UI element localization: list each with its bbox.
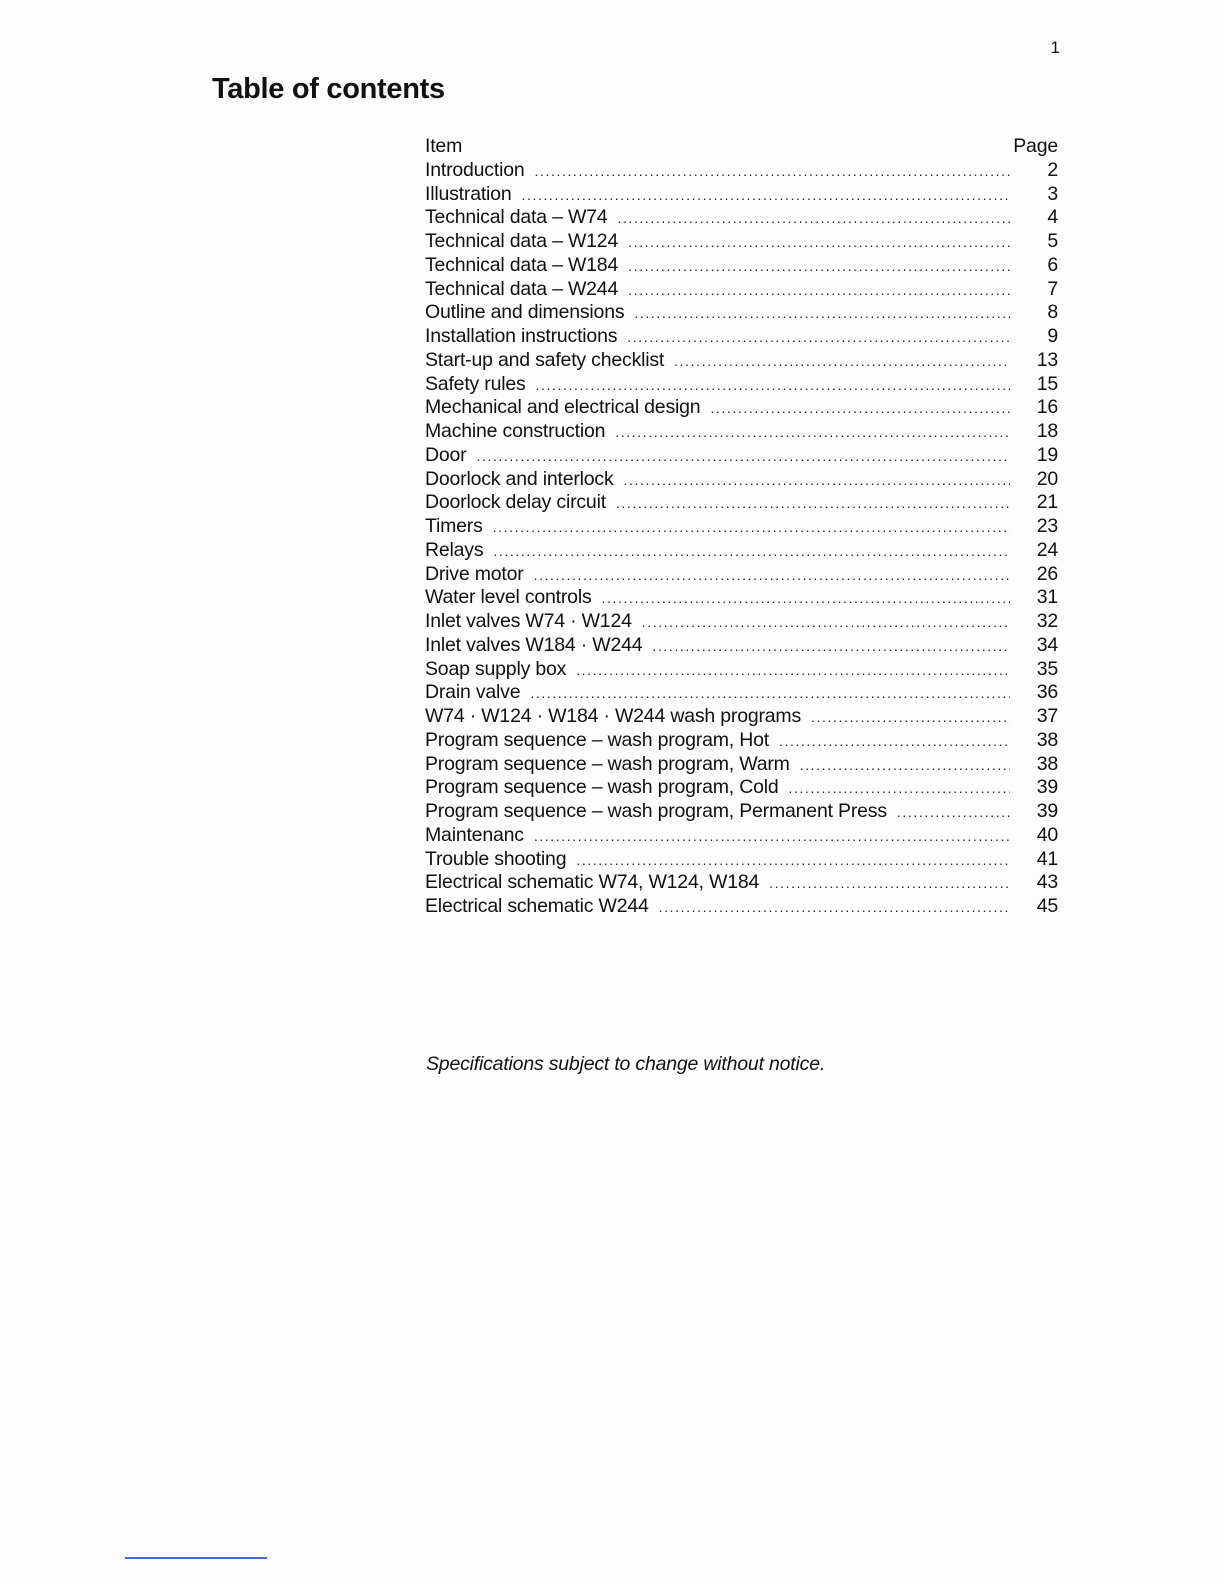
- toc-entry: [425, 373, 1058, 397]
- toc-entry-page: 7: [1047, 277, 1058, 300]
- toc-dot-leader: [530, 685, 1010, 701]
- toc-entry-label: Introduction: [425, 158, 525, 181]
- toc-entry-page: 38: [1036, 728, 1058, 751]
- toc-entry: [425, 776, 1058, 800]
- toc-entry-page: 18: [1036, 420, 1058, 442]
- toc-entry-page: 43: [1036, 871, 1058, 894]
- toc-entry-label: Doorlock and interlock: [425, 467, 614, 490]
- toc-entry: [425, 848, 1058, 872]
- toc-dot-leader: [615, 424, 1010, 440]
- toc-dot-leader: [521, 187, 1010, 203]
- toc-header-item: Item: [425, 135, 463, 157]
- toc-dot-leader: [536, 377, 1010, 393]
- toc-dot-leader: [789, 780, 1010, 796]
- toc-entry-page: 19: [1036, 443, 1058, 466]
- toc-dot-leader: [674, 353, 1010, 369]
- toc-dot-leader: [634, 305, 1010, 321]
- toc-entry: [425, 871, 1058, 895]
- toc-entry-label: Technical data – W124: [425, 230, 619, 252]
- toc-dot-leader: [616, 495, 1010, 511]
- toc-entry: [425, 301, 1058, 325]
- toc-entry-page: 9: [1047, 325, 1058, 347]
- toc-entry: [425, 230, 1058, 254]
- toc-entry: [425, 634, 1058, 658]
- toc-entry-page: 3: [1047, 182, 1058, 205]
- toc-dot-leader: [576, 662, 1010, 678]
- toc-entry-page: 31: [1036, 586, 1058, 609]
- toc-entry-page: 6: [1047, 253, 1058, 276]
- toc-entry-page: 15: [1036, 372, 1058, 395]
- toc-entry-page: 45: [1036, 895, 1058, 917]
- toc-entry: [425, 491, 1058, 515]
- toc-entry-page: 38: [1036, 752, 1058, 775]
- toc-entry-label: Timers: [425, 515, 483, 537]
- toc-dot-leader: [628, 234, 1010, 250]
- toc-entry-page: 35: [1036, 657, 1058, 680]
- toc-header: [425, 135, 1058, 159]
- toc-entry-label: Inlet valves W184 · W244: [425, 633, 643, 656]
- toc-entry-page: 4: [1047, 206, 1058, 229]
- toc-entry-label: Technical data – W184: [425, 253, 619, 276]
- toc-entry-page: 21: [1036, 491, 1058, 514]
- toc-dot-leader: [602, 590, 1010, 606]
- toc-entry-page: 34: [1036, 633, 1058, 656]
- toc-dot-leader: [628, 258, 1010, 274]
- toc-entry-page: 16: [1036, 396, 1058, 419]
- toc-entry: [425, 800, 1058, 824]
- toc-entry-page: 41: [1036, 847, 1058, 870]
- toc-entry-label: Door: [425, 443, 467, 466]
- toc-dot-leader: [769, 875, 1010, 891]
- toc-entry: [425, 895, 1058, 919]
- toc-entry-label: W74 · W124 · W184 · W244 wash programs: [425, 705, 802, 727]
- toc-entry-page: 39: [1036, 800, 1058, 822]
- toc-entry-label: Safety rules: [425, 372, 526, 395]
- toc-dot-leader: [476, 448, 1010, 464]
- toc-entry: [425, 444, 1058, 468]
- toc-entry-label: Program sequence – wash program, Cold: [425, 776, 779, 799]
- toc-entry-label: Technical data – W74: [425, 206, 608, 229]
- toc-entry-label: Drive motor: [425, 562, 524, 585]
- toc-dot-leader: [800, 757, 1010, 773]
- toc-entry-label: Trouble shooting: [425, 847, 567, 870]
- page-title: Table of contents: [212, 73, 445, 105]
- toc-dot-leader: [534, 828, 1010, 844]
- toc-entry: [425, 396, 1058, 420]
- page-number: 1: [1050, 38, 1060, 57]
- toc-dot-leader: [576, 852, 1010, 868]
- toc-entry: [425, 681, 1058, 705]
- toc-entry: [425, 824, 1058, 848]
- toc-dot-leader: [779, 733, 1010, 749]
- toc-entry-label: Soap supply box: [425, 657, 567, 680]
- toc-entry-page: 24: [1036, 538, 1058, 561]
- toc-entry-page: 39: [1036, 776, 1058, 799]
- toc-entry: [425, 586, 1058, 610]
- toc-entry: [425, 278, 1058, 302]
- toc-entry-page: 40: [1036, 823, 1058, 846]
- toc-entry-label: Water level controls: [425, 586, 592, 609]
- toc-dot-leader: [710, 400, 1010, 416]
- toc-dot-leader: [897, 804, 1010, 820]
- toc-entry-label: Illustration: [425, 182, 512, 205]
- toc-entry-label: Program sequence – wash program, Hot: [425, 728, 769, 751]
- toc-entry-label: Installation instructions: [425, 325, 618, 347]
- toc-entry-label: Machine construction: [425, 420, 606, 442]
- toc-entry-page: 13: [1036, 348, 1058, 371]
- toc-entry-label: Relays: [425, 538, 484, 561]
- toc-entry-label: Electrical schematic W74, W124, W184: [425, 871, 760, 894]
- toc-dot-leader: [617, 210, 1010, 226]
- toc-entry: [425, 658, 1058, 682]
- toc-dot-leader: [642, 614, 1010, 630]
- toc-entry-page: 32: [1036, 610, 1058, 632]
- toc-entry: [425, 610, 1058, 634]
- toc-entry: [425, 729, 1058, 753]
- toc-entry-page: 2: [1047, 158, 1058, 181]
- toc-entry-label: Technical data – W244: [425, 277, 619, 300]
- toc-entry-page: 23: [1036, 515, 1058, 537]
- toc-entry: [425, 159, 1058, 183]
- toc-entry: [425, 515, 1058, 539]
- toc-entry: [425, 468, 1058, 492]
- toc-dot-leader: [493, 519, 1010, 535]
- toc-entry-label: Drain valve: [425, 681, 521, 704]
- toc-entry-page: 20: [1036, 467, 1058, 490]
- toc-entry-label: Electrical schematic W244: [425, 895, 649, 917]
- toc-entry-page: 26: [1036, 562, 1058, 585]
- toc-dot-leader: [628, 282, 1010, 298]
- toc-dot-leader: [535, 163, 1011, 179]
- toc-entry-label: Mechanical and electrical design: [425, 396, 701, 419]
- toc-entry-label: Maintenanc: [425, 823, 524, 846]
- toc-entry: [425, 539, 1058, 563]
- toc-entry-page: 5: [1047, 230, 1058, 252]
- toc-entry: [425, 206, 1058, 230]
- toc-dot-leader: [493, 543, 1010, 559]
- toc-entry: [425, 325, 1058, 349]
- toc-entry: [425, 254, 1058, 278]
- toc-entry: [425, 183, 1058, 207]
- toc-entry-page: 8: [1047, 301, 1058, 324]
- toc-entry-page: 36: [1036, 681, 1058, 704]
- toc-dot-leader: [659, 899, 1010, 915]
- toc-entry-label: Start-up and safety checklist: [425, 348, 665, 371]
- toc-entries: [425, 159, 1058, 919]
- toc-dot-leader: [811, 709, 1010, 725]
- toc-dot-leader: [627, 329, 1010, 345]
- toc-dot-leader: [624, 472, 1010, 488]
- toc-entry: [425, 753, 1058, 777]
- toc-entry: [425, 420, 1058, 444]
- toc-entry-label: Inlet valves W74 · W124: [425, 610, 632, 632]
- toc-entry-label: Program sequence – wash program, Permanent Press: [425, 800, 887, 822]
- table-of-contents: [425, 135, 1058, 919]
- toc-header-page: Page: [1013, 135, 1058, 157]
- toc-entry: [425, 705, 1058, 729]
- toc-entry: [425, 563, 1058, 587]
- toc-dot-leader: [534, 567, 1010, 583]
- toc-entry-page: 37: [1036, 705, 1058, 727]
- toc-entry: [425, 349, 1058, 373]
- toc-dot-leader: [652, 638, 1010, 654]
- bottom-rule: [125, 1557, 267, 1559]
- footnote: Specifications subject to change without notice.: [426, 1053, 826, 1075]
- toc-entry-label: Doorlock delay circuit: [425, 491, 606, 514]
- toc-entry-label: Program sequence – wash program, Warm: [425, 752, 790, 775]
- toc-entry-label: Outline and dimensions: [425, 301, 625, 324]
